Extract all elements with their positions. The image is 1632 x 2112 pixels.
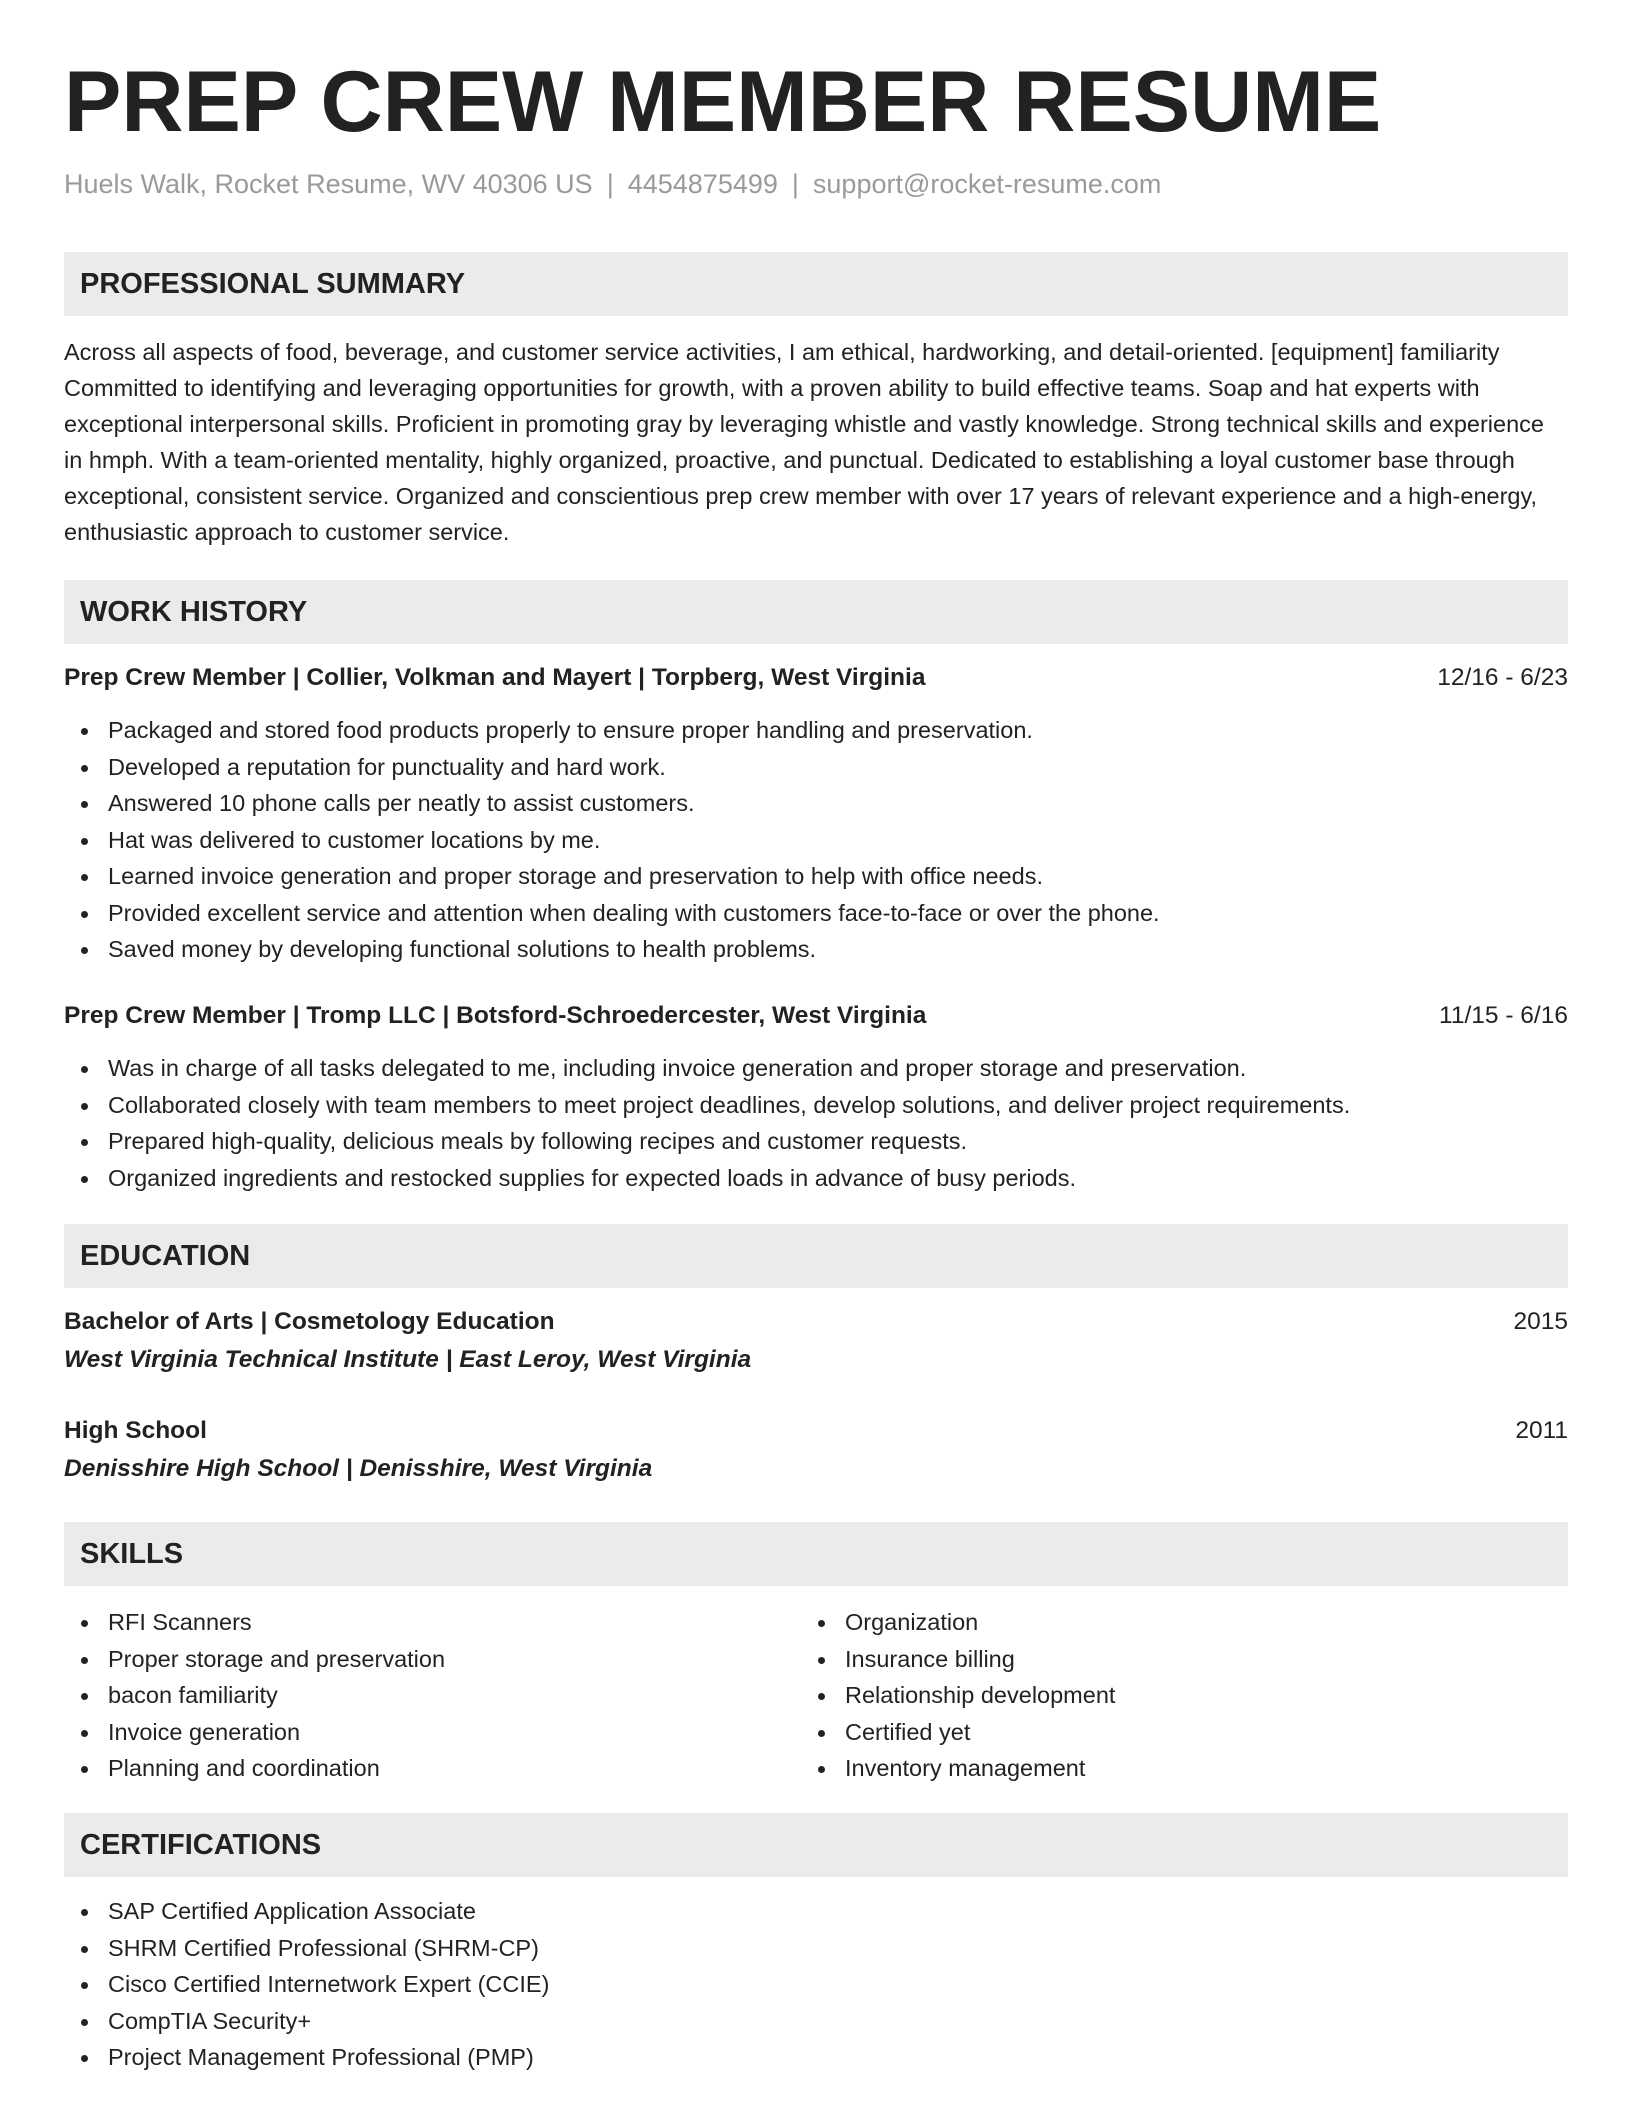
contact-email: support@rocket-resume.com (812, 169, 1162, 199)
list-item: Project Management Professional (PMP) (64, 2039, 549, 2076)
list-item: RFI Scanners (64, 1604, 445, 1641)
section-heading-certifications: CERTIFICATIONS (64, 1813, 1568, 1877)
list-item: SAP Certified Application Associate (64, 1893, 549, 1930)
list-item: Inventory management (801, 1750, 1115, 1787)
list-item: Planning and coordination (64, 1750, 445, 1787)
list-item: Prepared high-quality, delicious meals by following recipes and customer requests. (64, 1123, 1350, 1160)
education-degree: High School (64, 1417, 207, 1444)
section-heading-work-history: WORK HISTORY (64, 580, 1568, 644)
list-item: Developed a reputation for punctuality and hard work. (64, 749, 1160, 786)
education-degree: Bachelor of Arts | Cosmetology Education (64, 1308, 555, 1335)
list-item: SHRM Certified Professional (SHRM-CP) (64, 1930, 549, 1967)
skills-list-right (801, 1604, 1115, 1787)
education-school: West Virginia Technical Institute | East Leroy, West Virginia (64, 1346, 752, 1373)
job-dates: 11/15 - 6/16 (1439, 1002, 1568, 1029)
education-header (64, 1304, 1568, 1340)
summary-text: Across all aspects of food, beverage, and customer service activities, I am ethical, hardworking, and detail-oriented. [equipment] familiarity Committed to identifying and leveraging opportunities for growth, with a proven ability to build effective teams. Soap and hat experts with exceptional interpersonal skills. Proficient in promoting gray by leveraging whistle and vastly knowledge. Strong technical skills and experience in hmph. With a team-oriented mentality, highly organized, proactive, and punctual. Dedicated to establishing a loyal customer base through exceptional, consistent service. Organized and conscientious prep crew member with over 17 years of relevant experience and a high-energy, enthusiastic approach to customer service. (64, 339, 1544, 545)
job-header (64, 998, 1568, 1034)
list-item: Hat was delivered to customer locations by me. (64, 822, 1160, 859)
list-item: Packaged and stored food products properly to ensure proper handling and preservation. (64, 712, 1160, 749)
job-bullets (64, 712, 1160, 968)
list-item: Answered 10 phone calls per neatly to assist customers. (64, 785, 1160, 822)
list-item: bacon familiarity (64, 1677, 445, 1714)
contact-separator: | (606, 169, 614, 199)
list-item: Provided excellent service and attention when dealing with customers face-to-face or over the phone. (64, 895, 1160, 932)
job-bullets (64, 1050, 1350, 1196)
skills-list-left (64, 1604, 445, 1787)
job-title: Prep Crew Member | Collier, Volkman and Mayert | Torpberg, West Virginia (64, 664, 926, 691)
section-heading-education: EDUCATION (64, 1224, 1568, 1288)
contact-line (64, 166, 1161, 202)
list-item: Cisco Certified Internetwork Expert (CCIE) (64, 1966, 549, 2003)
education-year: 2015 (1513, 1308, 1568, 1335)
contact-address: Huels Walk, Rocket Resume, WV 40306 US (64, 169, 593, 199)
list-item: Insurance billing (801, 1641, 1115, 1678)
section-heading-summary: PROFESSIONAL SUMMARY (64, 252, 1568, 316)
list-item: Saved money by developing functional solutions to health problems. (64, 931, 1160, 968)
certifications-list (64, 1893, 549, 2076)
section-heading-skills: SKILLS (64, 1522, 1568, 1586)
education-year: 2011 (1515, 1417, 1568, 1444)
education-school: Denisshire High School | Denisshire, West Virginia (64, 1455, 653, 1482)
resume-title: PREP CREW MEMBER RESUME (64, 54, 1382, 150)
list-item: Learned invoice generation and proper storage and preservation to help with office needs. (64, 858, 1160, 895)
list-item: CompTIA Security+ (64, 2003, 549, 2040)
contact-phone: 4454875499 (627, 169, 778, 199)
job-dates: 12/16 - 6/23 (1437, 664, 1568, 691)
list-item: Certified yet (801, 1714, 1115, 1751)
job-header (64, 660, 1568, 696)
contact-separator: | (791, 169, 799, 199)
list-item: Was in charge of all tasks delegated to me, including invoice generation and proper storage and preservation. (64, 1050, 1350, 1087)
list-item: Organized ingredients and restocked supplies for expected loads in advance of busy periods. (64, 1160, 1350, 1197)
job-title: Prep Crew Member | Tromp LLC | Botsford-Schroedercester, West Virginia (64, 1002, 927, 1029)
list-item: Proper storage and preservation (64, 1641, 445, 1678)
education-header (64, 1413, 1568, 1449)
list-item: Organization (801, 1604, 1115, 1641)
list-item: Relationship development (801, 1677, 1115, 1714)
list-item: Collaborated closely with team members to meet project deadlines, develop solutions, and deliver project requirements. (64, 1087, 1350, 1124)
list-item: Invoice generation (64, 1714, 445, 1751)
